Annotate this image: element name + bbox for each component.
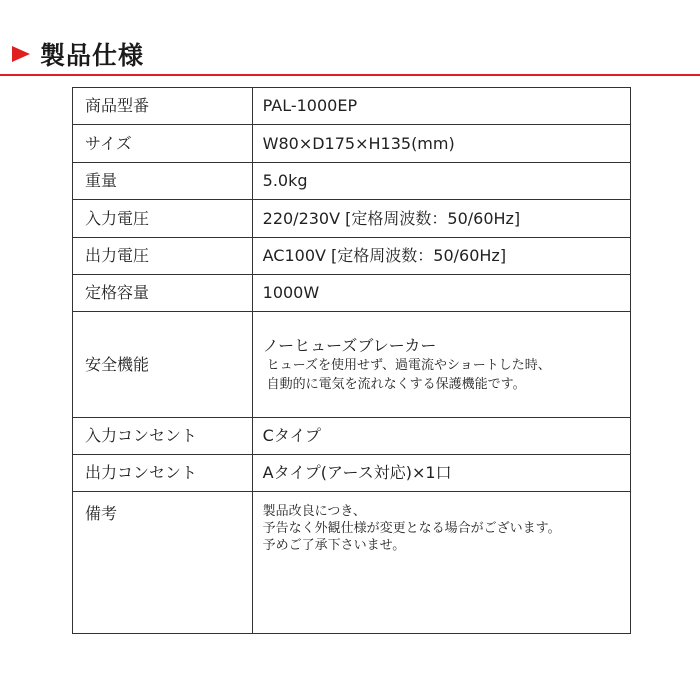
table-row [73,163,631,200]
row-label: 安全機能 [73,312,253,418]
row-value: Cタイプ [252,418,630,455]
safety-desc-line: 自動的に電気を流れなくする保護機能です。 [266,376,526,392]
row-label: 重量 [73,163,253,200]
safety-title: ノーヒューズブレーカー [262,335,437,355]
remark-line: 予めご了承下さいませ。 [262,537,406,553]
remark-line: 製品改良につき、 [262,504,366,519]
table-row [73,418,631,455]
spec-table [72,87,631,634]
table-row [73,125,631,163]
section-header [12,36,144,72]
row-value: W80×D175×H135(mm) [252,125,630,163]
row-value: AC100V [定格周波数：50/60Hz] [252,238,630,275]
safety-desc-line: ヒューズを使用せず、過電流やショートした時、 [266,357,551,373]
row-label: 入力電圧 [73,200,253,238]
row-label: 出力電圧 [73,238,253,275]
table-row [73,88,631,125]
table-row [73,200,631,238]
row-value: 220/230V [定格周波数：50/60Hz] [252,200,630,238]
table-row [73,238,631,275]
play-triangle-icon [12,46,30,62]
table-row [73,275,631,312]
page-title: 製品仕様 [40,41,145,70]
table-row [73,492,631,634]
row-value [252,312,630,418]
row-value [252,492,630,634]
table-row [73,455,631,492]
row-value: 5.0kg [252,163,630,200]
row-label: 定格容量 [73,275,253,312]
table-row [73,312,631,418]
row-value: PAL-1000EP [252,88,630,125]
row-value: 1000W [252,275,630,312]
row-value: Aタイプ(アース対応)×1口 [252,455,630,492]
row-label: 入力コンセント [73,418,253,455]
remark-line: 予告なく外観仕様が変更となる場合がございます。 [262,520,561,536]
row-label: 出力コンセント [73,455,253,492]
row-label: サイズ [73,125,253,163]
row-label: 商品型番 [73,88,253,125]
row-label: 備考 [73,492,253,634]
header-divider [0,74,700,76]
